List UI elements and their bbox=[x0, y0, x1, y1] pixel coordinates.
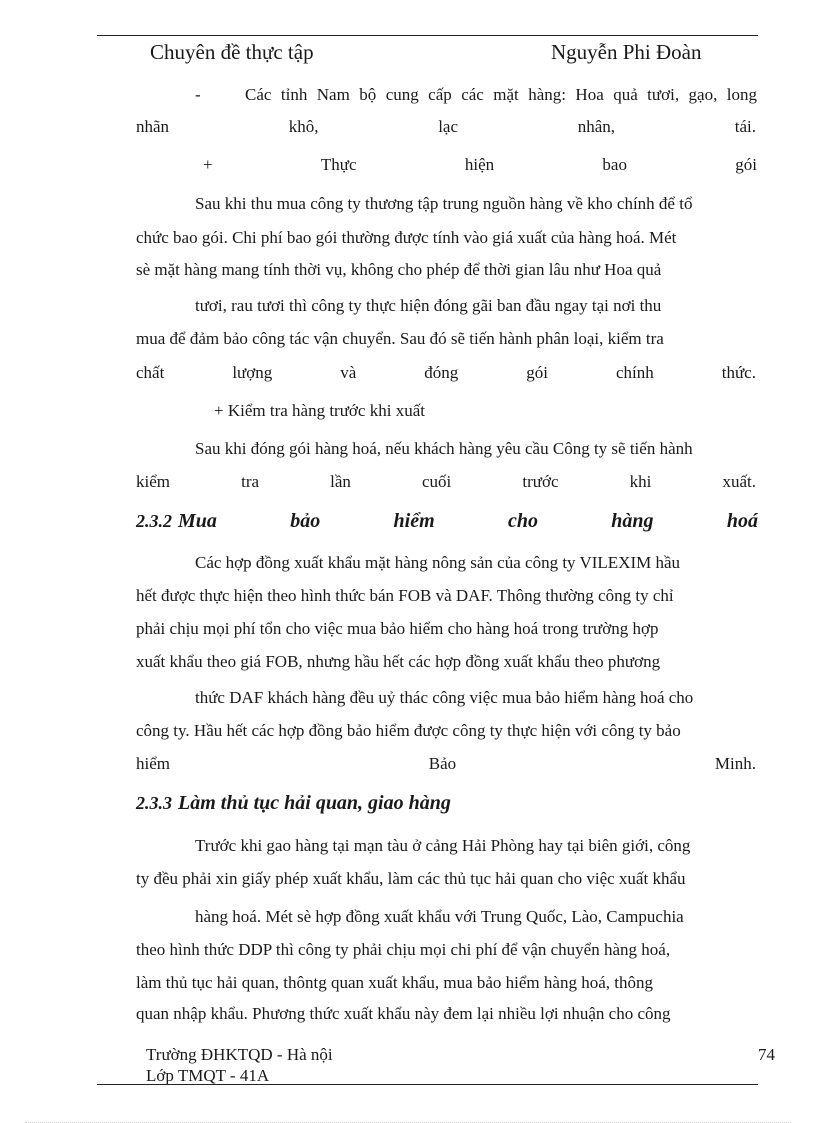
line-13: Các hợp đồng xuất khẩu mặt hàng nông sản của công ty VILEXIM hầu bbox=[195, 553, 681, 572]
word: Thực bbox=[320, 155, 357, 174]
word: nhãn bbox=[136, 117, 170, 136]
word: xuất. bbox=[722, 472, 756, 491]
header-title: Chuyên đề thực tập bbox=[150, 40, 314, 64]
line-05: chức bao gói. Chi phí bao gói thường được tính vào giá xuất của hàng hoá. Mét bbox=[136, 228, 677, 247]
word: tái. bbox=[734, 117, 756, 136]
line-15: phải chịu mọi phí tổn cho việc mua bảo hiểm cho hàng hoá trong trường hợp bbox=[136, 619, 659, 638]
section-number: 2.3.3 bbox=[136, 793, 172, 813]
line-06: sè mặt hàng mang tính thời vụ, không cho phép để thời gian lâu như Hoa quả bbox=[136, 260, 662, 279]
line-14: hết được thực hiện theo hình thức bán FOB và DAF. Thông thường công ty chỉ bbox=[136, 586, 674, 605]
line-21: ty đều phải xin giấy phép xuất khẩu, làm các thủ tục hải quan cho việc xuất khẩu bbox=[136, 869, 686, 888]
line-01-dash: - bbox=[195, 85, 201, 104]
word: lạc bbox=[438, 117, 459, 136]
word: thức. bbox=[721, 363, 756, 382]
word: bao bbox=[602, 155, 627, 174]
line-08: mua để đảm bảo công tác vận chuyển. Sau đó sẽ tiến hành phân loại, kiểm tra bbox=[136, 329, 664, 348]
line-10: + Kiểm tra hàng trước khi xuất bbox=[214, 401, 425, 420]
word: nhân, bbox=[577, 117, 616, 136]
line-11: Sau khi đóng gói hàng hoá, nếu khách hàng yêu cầu Công ty sẽ tiến hành bbox=[195, 439, 693, 458]
line-12 bbox=[136, 471, 756, 493]
section-heading-2-3-3 bbox=[136, 792, 451, 815]
word: cho bbox=[507, 510, 538, 532]
section-title: Làm thủ tục hải quan, giao hàng bbox=[178, 792, 451, 814]
word: Mua bbox=[178, 510, 217, 532]
line-20: Trước khi gao hàng tại mạn tàu ở cảng Hải Phòng hay tại biên giới, công bbox=[195, 836, 691, 855]
word: bảo bbox=[290, 510, 321, 532]
header-rule bbox=[97, 35, 758, 36]
line-07: tươi, rau tươi thì công ty thực hiện đóng gãi ban đầu ngay tại nơi thu bbox=[195, 296, 662, 315]
word: và bbox=[340, 363, 357, 382]
line-24: làm thủ tục hải quan, thôntg quan xuất khẩu, mua bảo hiểm hàng hoá, thông bbox=[136, 973, 653, 992]
line-23: theo hình thức DDP thì công ty phải chịu mọi chi phí để vận chuyển hàng hoá, bbox=[136, 940, 671, 959]
line-25: quan nhập khẩu. Phương thức xuất khẩu này đem lại nhiều lợi nhuận cho công bbox=[136, 1004, 671, 1023]
word: cuối bbox=[422, 472, 452, 491]
word: đóng bbox=[424, 363, 459, 382]
word: hiểm bbox=[136, 754, 170, 773]
word: hiểm bbox=[393, 510, 435, 532]
word: lần bbox=[330, 472, 351, 491]
word: gói bbox=[526, 363, 548, 382]
line-17: thức DAF khách hàng đều uỷ thác công việc mua bảo hiểm hàng hoá cho bbox=[195, 688, 694, 707]
word: hiện bbox=[464, 155, 495, 174]
header-author: Nguyễn Phi Đoàn bbox=[551, 40, 702, 64]
word: khô, bbox=[288, 117, 319, 136]
line-04: Sau khi thu mua công ty thương tập trung nguồn hàng về kho chính để tổ bbox=[195, 194, 693, 213]
footer-class: Lớp TMQT - 41A bbox=[146, 1066, 270, 1085]
word: trước bbox=[522, 472, 559, 491]
line-16: xuất khẩu theo giá FOB, nhưng hầu hết các hợp đồng xuất khẩu theo phương bbox=[136, 652, 661, 671]
word: Minh. bbox=[714, 754, 756, 773]
word: Bảo bbox=[428, 754, 457, 773]
line-02 bbox=[136, 116, 756, 138]
word: lượng bbox=[232, 363, 273, 382]
line-22: hàng hoá. Mét sè hợp đồng xuất khẩu với Trung Quốc, Lào, Campuchia bbox=[195, 907, 684, 926]
line-19 bbox=[136, 753, 756, 775]
section-title bbox=[178, 510, 758, 533]
word: + bbox=[203, 155, 213, 174]
section-number: 2.3.2 bbox=[136, 511, 172, 531]
page-number: 74 bbox=[758, 1045, 775, 1064]
line-18: công ty. Hầu hết các hợp đồng bảo hiểm được công ty thực hiện với công ty bảo bbox=[136, 721, 681, 740]
word: khi bbox=[629, 472, 652, 491]
line-03 bbox=[203, 154, 757, 176]
footer-school: Trường ĐHKTQD - Hà nội bbox=[146, 1045, 333, 1064]
word: gói bbox=[735, 155, 757, 174]
footer-rule bbox=[97, 1084, 758, 1085]
word: chất bbox=[136, 363, 165, 382]
word: kiểm bbox=[136, 472, 170, 491]
section-heading-2-3-2 bbox=[136, 510, 758, 533]
line-09 bbox=[136, 362, 756, 384]
word: chính bbox=[615, 363, 654, 382]
line-01: Các tỉnh Nam bộ cung cấp các mặt hàng: Hoa quả tươi, gạo, long bbox=[245, 85, 757, 104]
word: hàng bbox=[611, 510, 654, 532]
word: tra bbox=[241, 472, 260, 491]
word: hoá bbox=[726, 510, 758, 532]
